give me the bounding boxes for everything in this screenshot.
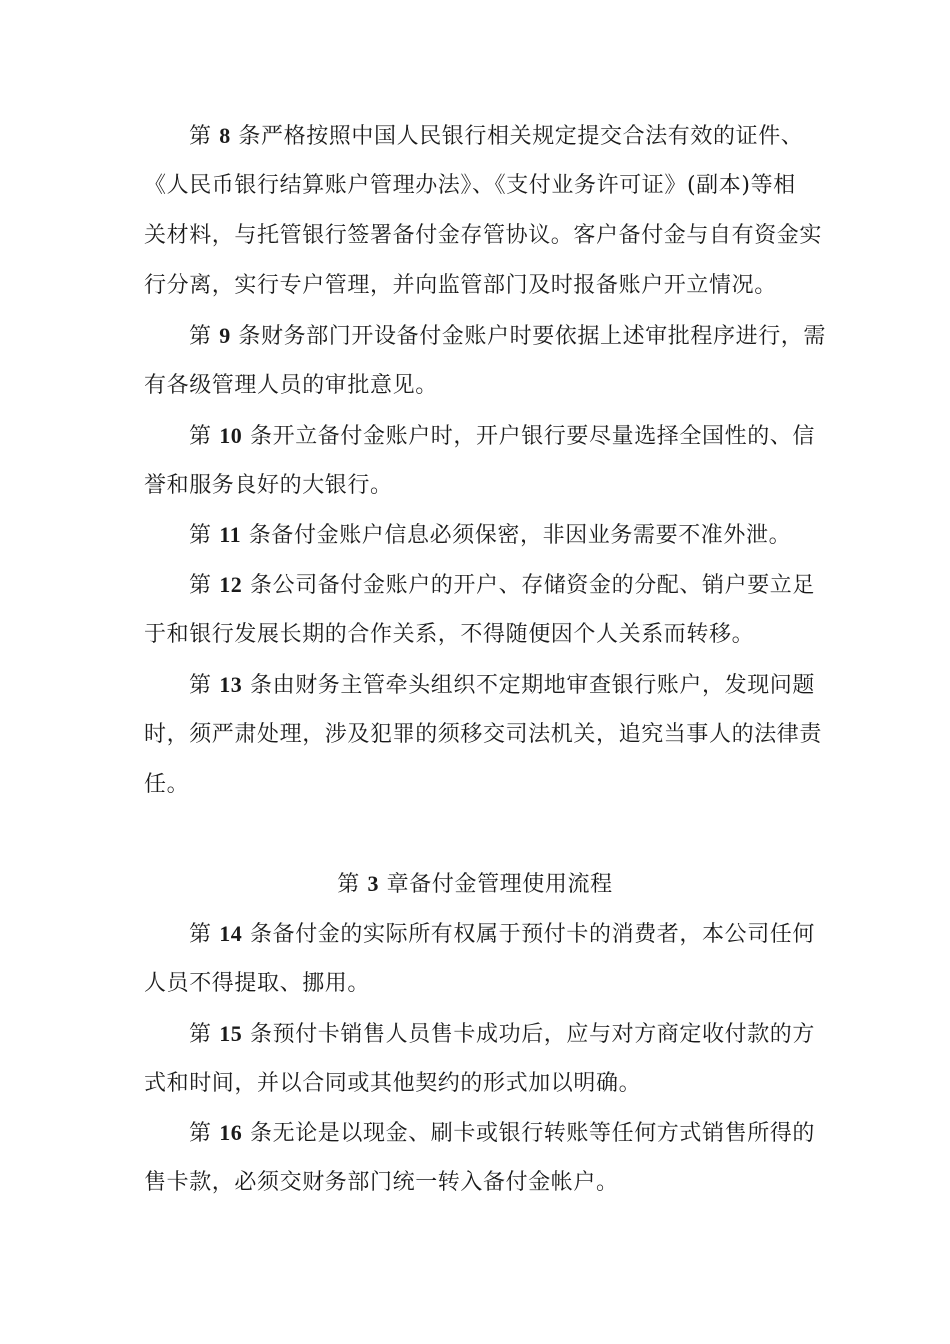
article-14-line-1: 第 14 条备付金的实际所有权属于预付卡的消费者，本公司任何 [189, 921, 816, 947]
article-number: 8 [219, 123, 231, 148]
article-16-line-1: 第 16 条无论是以现金、刷卡或银行转账等任何方式销售所得的 [189, 1120, 816, 1146]
article-number: 15 [219, 1021, 243, 1046]
article-15-line-1: 第 15 条预付卡销售人员售卡成功后，应与对方商定收付款的方 [189, 1021, 816, 1047]
article-10-line-1: 第 10 条开立备付金账户时，开户银行要尽量选择全国性的、信 [189, 423, 816, 449]
article-8-line-1: 第 8 条严格按照中国人民银行相关规定提交合法有效的证件、 [189, 123, 804, 149]
article-number: 10 [219, 423, 243, 448]
article-8-line-3: 关材料，与托管银行签署备付金存管协议。客户备付金与自有资金实 [144, 223, 823, 248]
article-13-line-2: 时，须严肃处理，涉及犯罪的须移交司法机关，追究当事人的法律责 [144, 722, 823, 747]
article-number: 12 [219, 572, 243, 597]
article-15-line-2: 式和时间，并以合同或其他契约的形式加以明确。 [144, 1071, 642, 1096]
article-9-line-2: 有各级管理人员的审批意见。 [144, 373, 438, 398]
article-8-line-4: 行分离，实行专户管理，并向监管部门及时报备账户开立情况。 [144, 273, 777, 298]
article-14-line-2: 人员不得提取、挪用。 [144, 971, 371, 996]
article-number: 11 [219, 522, 242, 547]
article-number: 14 [219, 921, 243, 946]
article-11-line-1: 第 11 条备付金账户信息必须保密，非因业务需要不准外泄。 [189, 522, 792, 548]
article-9-line-1: 第 9 条财务部门开设备付金账户时要依据上述审批程序进行，需 [189, 323, 827, 349]
article-10-line-2: 誉和服务良好的大银行。 [144, 473, 393, 498]
article-12-line-2: 于和银行发展长期的合作关系，不得随便因个人关系而转移。 [144, 622, 755, 647]
article-number: 16 [219, 1120, 243, 1145]
article-number: 9 [219, 323, 231, 348]
article-13-line-3: 任。 [144, 772, 190, 797]
article-number: 13 [219, 672, 243, 697]
article-16-line-2: 售卡款，必须交财务部门统一转入备付金帐户。 [144, 1170, 619, 1195]
article-8-line-2: 《人民币银行结算账户管理办法》、《支付业务许可证》(副本)等相 [144, 173, 796, 198]
article-12-line-1: 第 12 条公司备付金账户的开户、存储资金的分配、销户要立足 [189, 572, 816, 598]
article-number: 3 [367, 871, 380, 896]
article-13-line-1: 第 13 条由财务主管牵头组织不定期地审查银行账户，发现问题 [189, 672, 816, 698]
chapter-3-heading: 第 3 章备付金管理使用流程 [337, 871, 613, 897]
